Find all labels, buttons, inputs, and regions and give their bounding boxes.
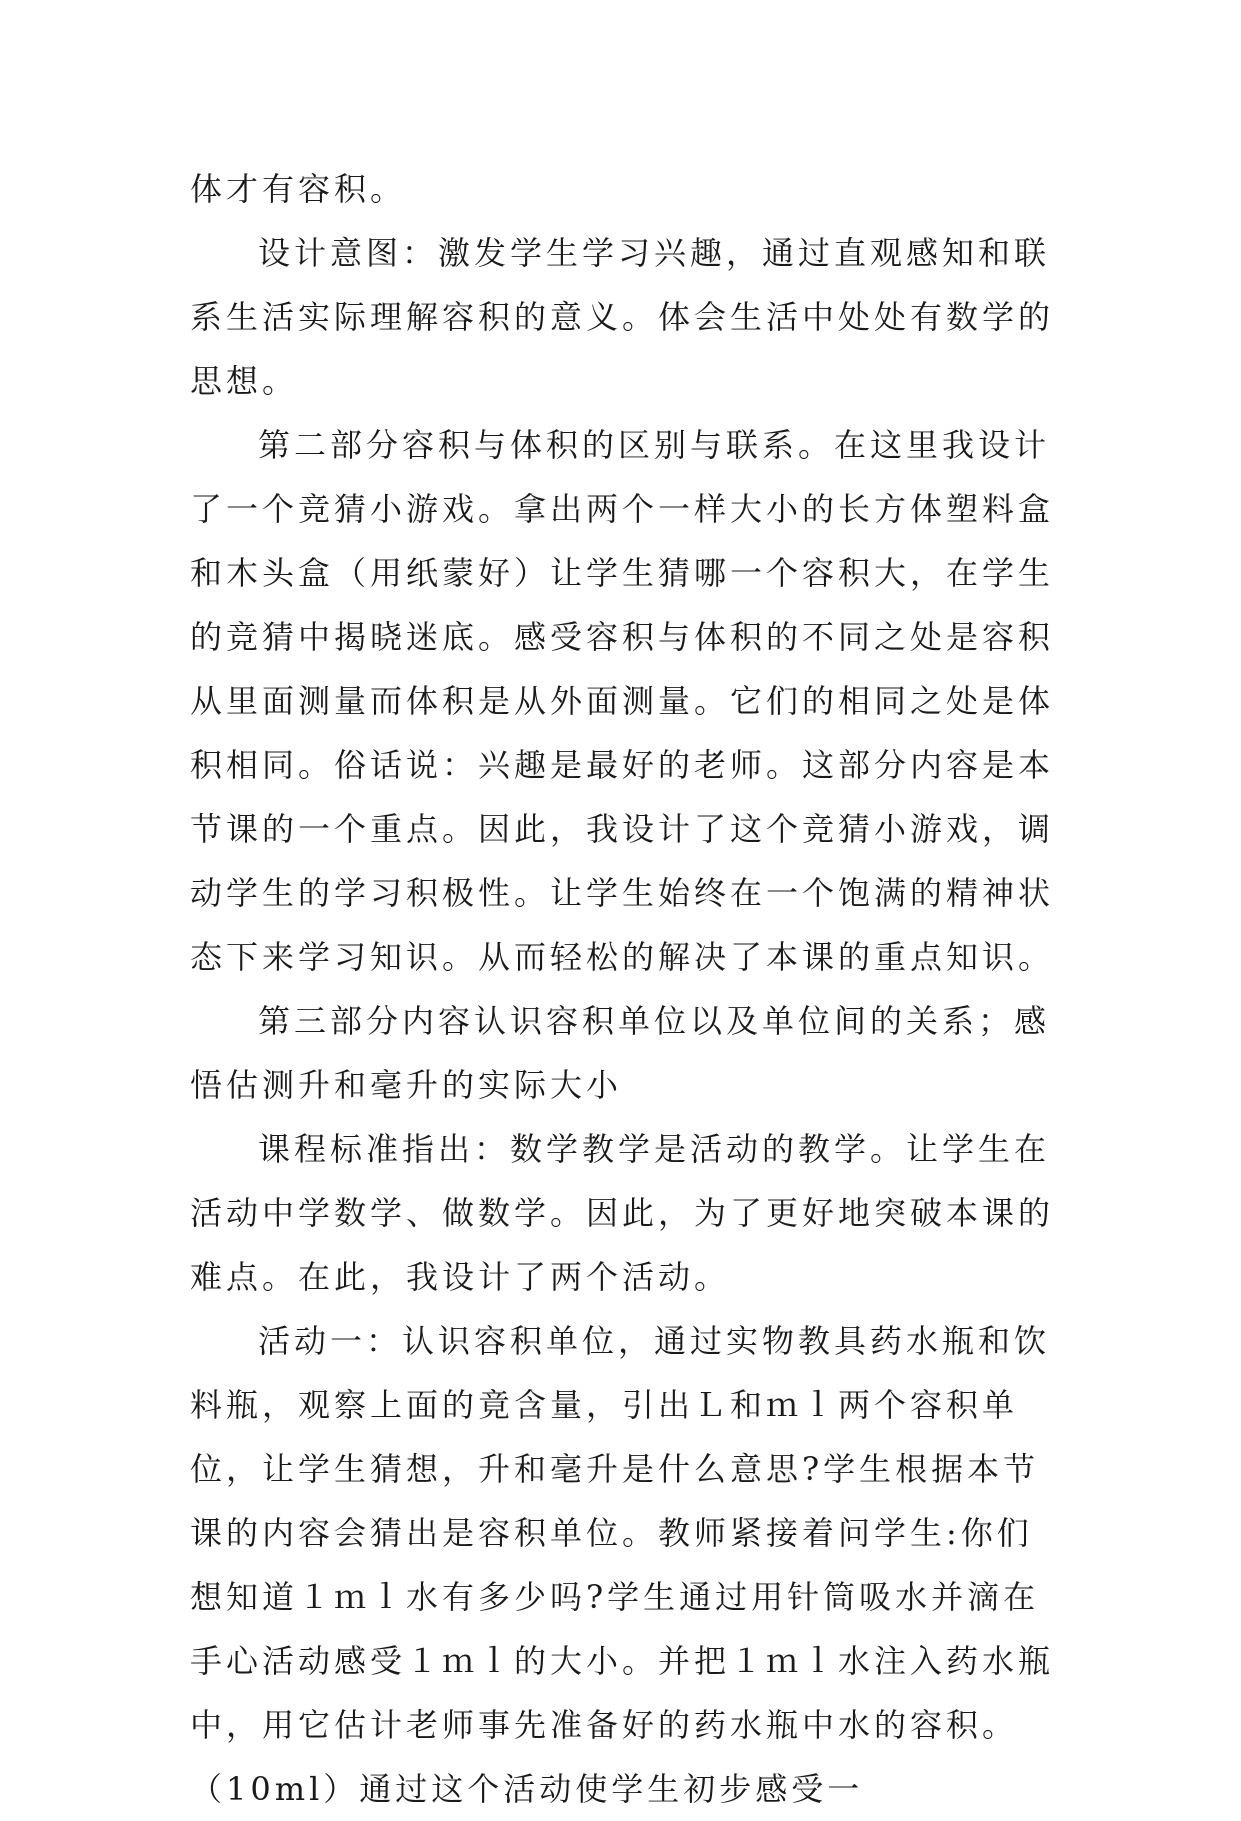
paragraph-part-two: 第二部分容积与体积的区别与联系。在这里我设计了一个竞猜小游戏。拿出两个一样大小的长方体塑料盒和木头盒（用纸蒙好）让学生猜哪一个容积大，在学生的竞猜中揭晓迷底。感受容积与体积的不同之处是容积从里面测量而体积是从外面测量。它们的相同之处是体积相同。俗话说：兴趣是最好的老师。这部分内容是本节课的一个重点。因此，我设计了这个竞猜小游戏，调动学生的学习积极性。让学生始终在一个饱满的精神状态下来学习知识。从而轻松的解决了本课的重点知识。: [190, 426, 1055, 976]
paragraph-continuation: 体才有容积。: [190, 170, 407, 208]
document-body: [190, 157, 1060, 1821]
paragraph-curriculum-standard: 课程标准指出：数学教学是活动的教学。让学生在活动中学数学、做数学。因此，为了更好地突破本课的难点。在此，我设计了两个活动。: [190, 1130, 1055, 1296]
paragraph-design-intent: 设计意图：激发学生学习兴趣，通过直观感知和联系生活实际理解容积的意义。体会生活中处处有数学的思想。: [190, 234, 1055, 400]
paragraph-part-three: 第三部分内容认识容积单位以及单位间的关系；感悟估测升和毫升的实际大小: [190, 1002, 1051, 1104]
paragraph-activity-one: 活动一：认识容积单位，通过实物教具药水瓶和饮料瓶，观察上面的竟含量，引出Ｌ和ｍｌ两个容积单位，让学生猜想，升和毫升是什么意思?学生根据本节课的内容会猜出是容积单位。教师紧接着问学生:你们想知道１ｍｌ水有多少吗?学生通过用针筒吸水并滴在手心活动感受１ｍｌ的大小。并把１ｍｌ水注入药水瓶中，用它估计老师事先准备好的药水瓶中水的容积。（10ml）通过这个活动使学生初步感受一: [190, 1322, 1055, 1808]
